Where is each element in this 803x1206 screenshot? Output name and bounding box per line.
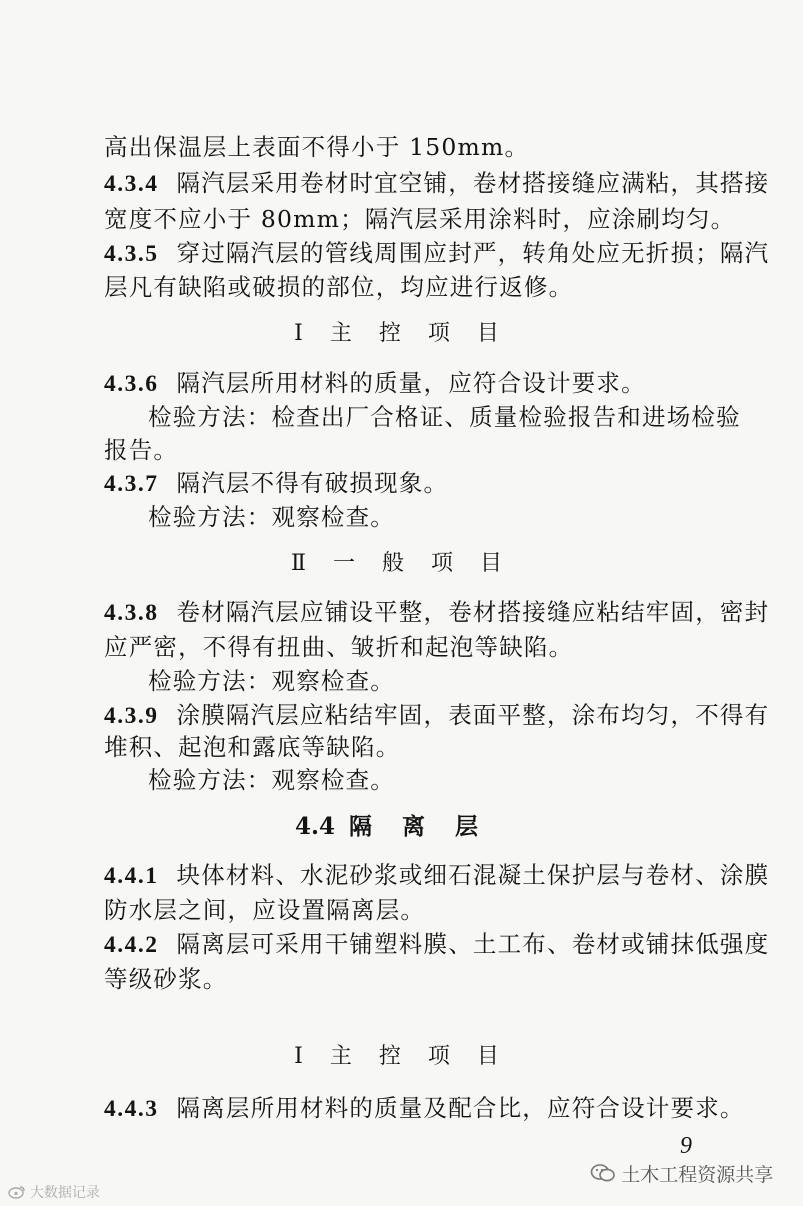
clause-4-4-3: [104, 1091, 745, 1126]
clause-text: 隔汽层不得有破损现象。: [176, 469, 449, 497]
clause-4-3-7: [104, 466, 724, 501]
text-line: 高出保温层上表面不得小于 150mm。: [104, 133, 530, 161]
clause-text: 隔汽层采用卷材时宜空铺，卷材搭接缝应满粘，其搭接: [176, 169, 770, 197]
text-line: 宽度不应小于 80mm；隔汽层采用涂料时，应涂刷均匀。: [104, 205, 736, 233]
text-line: 层凡有缺陷或破损的部位，均应进行返修。: [104, 273, 574, 301]
section-heading-4-4: [0, 810, 803, 844]
weibo-icon: [8, 1185, 26, 1202]
clause-number: 4.3.5: [104, 241, 159, 267]
text-line: 应严密，不得有扭曲、皱折和起泡等缺陷。: [104, 633, 574, 661]
clause-text: 涂膜隔汽层应粘结牢固，表面平整，涂布均匀，不得有: [176, 701, 770, 729]
text-line: 堆积、起泡和露底等缺陷。: [104, 733, 401, 761]
text-line: 报告。: [104, 436, 179, 464]
text-line: 防水层之间，应设置隔离层。: [104, 896, 426, 924]
clause-text: 隔离层可采用干铺塑料膜、土工布、卷材或铺抹低强度: [176, 930, 770, 958]
clause-4-4-2: [104, 927, 770, 962]
clause-4-3-4: [104, 166, 770, 201]
section-title: 隔离层: [349, 813, 508, 840]
section-number: 4.4: [294, 813, 335, 840]
watermark-wechat: [590, 1160, 773, 1189]
clause-number: 4.3.7: [104, 471, 159, 497]
clause-4-3-5: [104, 236, 770, 271]
clause-number: 4.3.8: [104, 600, 159, 626]
clause-text: 隔离层所用材料的质量及配合比，应符合设计要求。: [176, 1094, 745, 1122]
subsection-heading-general: Ⅱ 一 般 项 目: [291, 551, 512, 576]
clause-number: 4.3.4: [104, 171, 159, 197]
watermark-weibo: [8, 1182, 100, 1202]
inspection-method: 检验方法：观察检查。: [148, 503, 395, 531]
subsection-heading-main-control: Ⅰ 主 控 项 目: [294, 321, 509, 346]
clause-number: 4.4.2: [104, 932, 159, 958]
subsection-heading-main-control: Ⅰ 主 控 项 目: [294, 1044, 509, 1069]
page-number: 9: [680, 1133, 692, 1159]
clause-number: 4.3.9: [104, 703, 159, 729]
text-line: 等级砂浆。: [104, 965, 228, 993]
clause-4-3-8: [104, 595, 770, 630]
watermark-text: 大数据记录: [29, 1184, 100, 1200]
clause-text: 穿过隔汽层的管线周围应封严，转角处应无折损；隔汽: [176, 239, 770, 267]
inspection-method: 检验方法：检查出厂合格证、质量检验报告和进场检验: [148, 403, 741, 431]
clause-number: 4.4.3: [104, 1096, 159, 1122]
watermark-text: 土木工程资源共享: [621, 1165, 774, 1186]
clause-text: 隔汽层所用材料的质量，应符合设计要求。: [176, 369, 646, 397]
clause-number: 4.3.6: [104, 371, 159, 397]
inspection-method: 检验方法：观察检查。: [148, 667, 395, 695]
inspection-method: 检验方法：观察检查。: [148, 766, 395, 794]
clause-text: 卷材隔汽层应铺设平整，卷材搭接缝应粘结牢固，密封: [176, 598, 770, 626]
clause-text: 块体材料、水泥砂浆或细石混凝土保护层与卷材、涂膜: [176, 861, 770, 889]
clause-number: 4.4.1: [104, 863, 159, 889]
clause-4-3-9: [104, 698, 770, 733]
clause-4-4-1: [104, 858, 770, 893]
clause-4-3-6: [104, 366, 724, 401]
wechat-icon: [590, 1163, 616, 1189]
